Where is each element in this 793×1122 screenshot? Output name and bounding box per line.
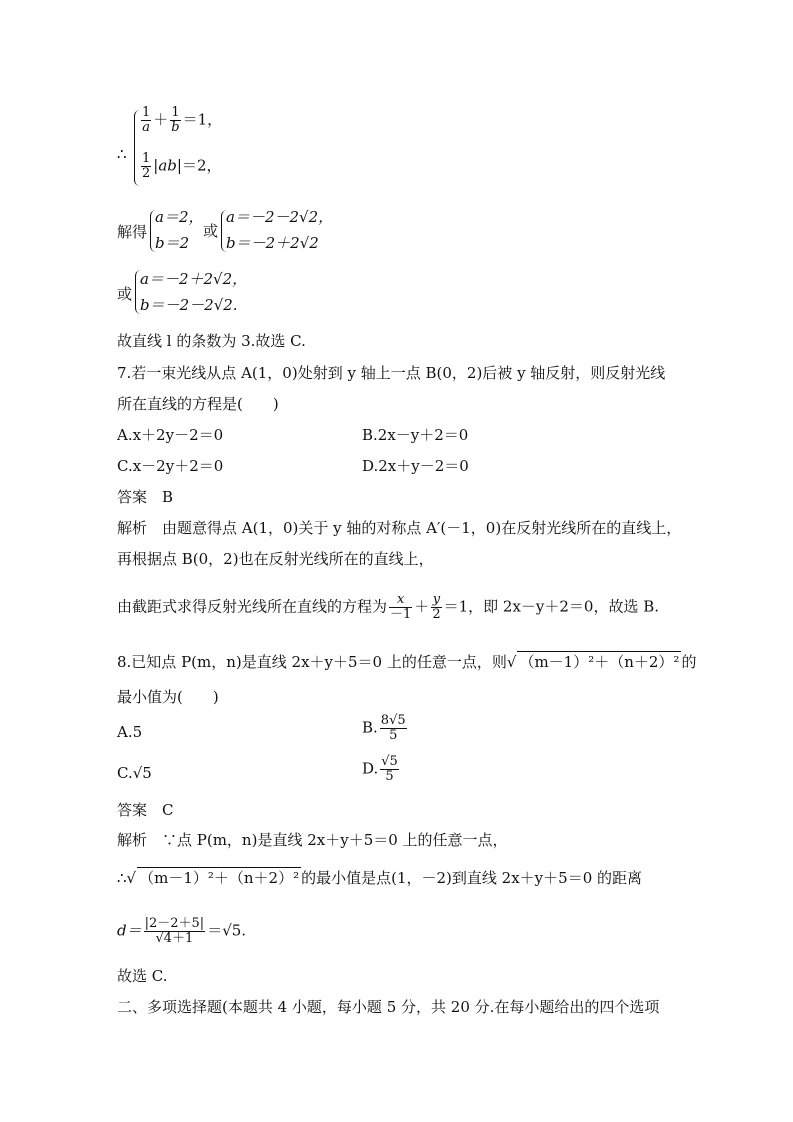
q7-stem-line1: 7.若一束光线从点 A(1，0)处射到 y 轴上一点 B(0，2)后被 y 轴反射，则反射光线 — [117, 364, 666, 382]
frac-1-over-b: $\frac{1}{b}$ — [171, 105, 180, 135]
q8-analysis-line2 — [117, 867, 642, 888]
distance-denominator: √4＋1 — [155, 931, 194, 946]
sol2-a: a＝－2－2√2， — [226, 208, 334, 226]
q7-option-a: A.x＋2y－2＝0 — [117, 426, 224, 444]
q7-analysis-line3: 由截距式求得反射光线所在直线的方程为 $\frac{x}{-1}$ ＋ $\frac{y}{2}$ ＝1，即 2x－y＋2＝0，故选 B. — [117, 592, 660, 622]
q7-option-b: B.2x－y＋2＝0 — [362, 426, 469, 444]
system-eq2-tail: ＝2， — [181, 156, 222, 175]
q8-option-c: C.√5 — [117, 764, 152, 782]
q8-option-b — [362, 714, 409, 743]
q7-option-c: C.x－2y＋2＝0 — [117, 457, 224, 475]
frac-1-over-a: $\frac{1}{a}$ — [142, 105, 151, 135]
sol1-b: b＝2 — [155, 234, 190, 252]
q7-analysis-line2: 再根据点 B(0，2)也在反射光线所在的直线上， — [117, 550, 434, 568]
sqrt-sign-2: √ — [126, 869, 137, 887]
q8-stem-line2: 最小值为( ) — [117, 688, 219, 706]
d-label: d＝ — [117, 921, 142, 940]
distance-fraction — [144, 917, 206, 946]
sol3-a: a＝－2＋2√2， — [140, 270, 248, 288]
q7-analysis-line3-text: 由截距式求得反射光线所在直线的方程为 — [117, 597, 388, 616]
q8-analysis-line1: 解析 ∵点 P(m，n)是直线 2x＋y＋5＝0 上的任意一点， — [117, 831, 508, 849]
frac-8sqrt5-over-5: $\frac{8√5}{5}$ — [380, 713, 406, 743]
system-eq1: $\frac{1}{a}$ ＋ $\frac{1}{b}$ ＝1， — [142, 105, 223, 135]
or-label-1: 或 — [203, 222, 219, 240]
frac-1-over-2: $\frac{1}{2}$ — [142, 151, 151, 181]
q7-option-d: D.2x＋y－2＝0 — [362, 457, 469, 475]
q8-answer: 答案 C — [117, 801, 174, 819]
q8-conclusion: 故选 C. — [117, 967, 168, 985]
or-label-2: 或 — [117, 285, 133, 303]
q8-option-d-label: D. — [362, 759, 379, 778]
q8-distance-formula — [117, 917, 246, 946]
q8-stem-text: 8.已知点 P(m，n)是直线 2x＋y＋5＝0 上的任意一点，则 — [117, 653, 507, 671]
q8-stem-line1 — [117, 651, 696, 672]
sol3-b: b＝－2－2√2. — [140, 296, 238, 314]
q7-stem-line2: 所在直线的方程是( ) — [117, 395, 279, 413]
frac-y-over-2: $\frac{y}{2}$ — [432, 592, 441, 622]
therefore-symbol-2: ∴ — [117, 869, 127, 887]
distance-numerator: |2－2＋5| — [144, 916, 205, 931]
therefore-symbol: ∴ — [117, 145, 127, 163]
solve-label: 解得 — [117, 223, 148, 241]
system-eq1-tail: ＝1， — [182, 110, 223, 129]
q7-analysis-line1: 解析 由题意得点 A(1，0)关于 y 轴的对称点 A′(－1，0)在反射光线所在的直线上， — [117, 519, 682, 537]
q8-stem-tail: 的 — [681, 653, 697, 671]
frac-x-over-neg1: $\frac{x}{-1}$ — [390, 592, 412, 622]
q8-option-d — [362, 755, 401, 784]
sol2-b: b＝－2＋2√2 — [226, 234, 319, 252]
frac-sqrt5-over-5: $\frac{√5}{5}$ — [381, 754, 398, 784]
q8-option-a: A.5 — [117, 723, 143, 741]
q8-analysis-line2-tail: 的最小值是点(1，－2)到直线 2x＋y＋5＝0 的距离 — [301, 869, 643, 887]
q8-radicand-2: （m－1）²＋（n＋2）² — [139, 869, 300, 887]
distance-result: ＝√5. — [207, 921, 247, 940]
q8-radicand: （m－1）²＋（n＋2）² — [519, 653, 680, 671]
sol1-a: a＝2， — [155, 208, 204, 226]
q7-answer: 答案 B — [117, 488, 174, 506]
sqrt-sign: √ — [506, 653, 517, 671]
system-eq2: $\frac{1}{2}$ |ab|＝2， — [142, 151, 222, 181]
q6-conclusion: 故直线 l 的条数为 3.故选 C. — [117, 332, 306, 350]
q7-analysis-line3-tail: ＝1，即 2x－y＋2＝0，故选 B. — [443, 597, 660, 616]
section-2-heading: 二、多项选择题(本题共 4 小题，每小题 5 分，共 20 分.在每小题给出的四个选项 — [117, 998, 660, 1016]
q8-option-b-label: B. — [362, 718, 378, 737]
